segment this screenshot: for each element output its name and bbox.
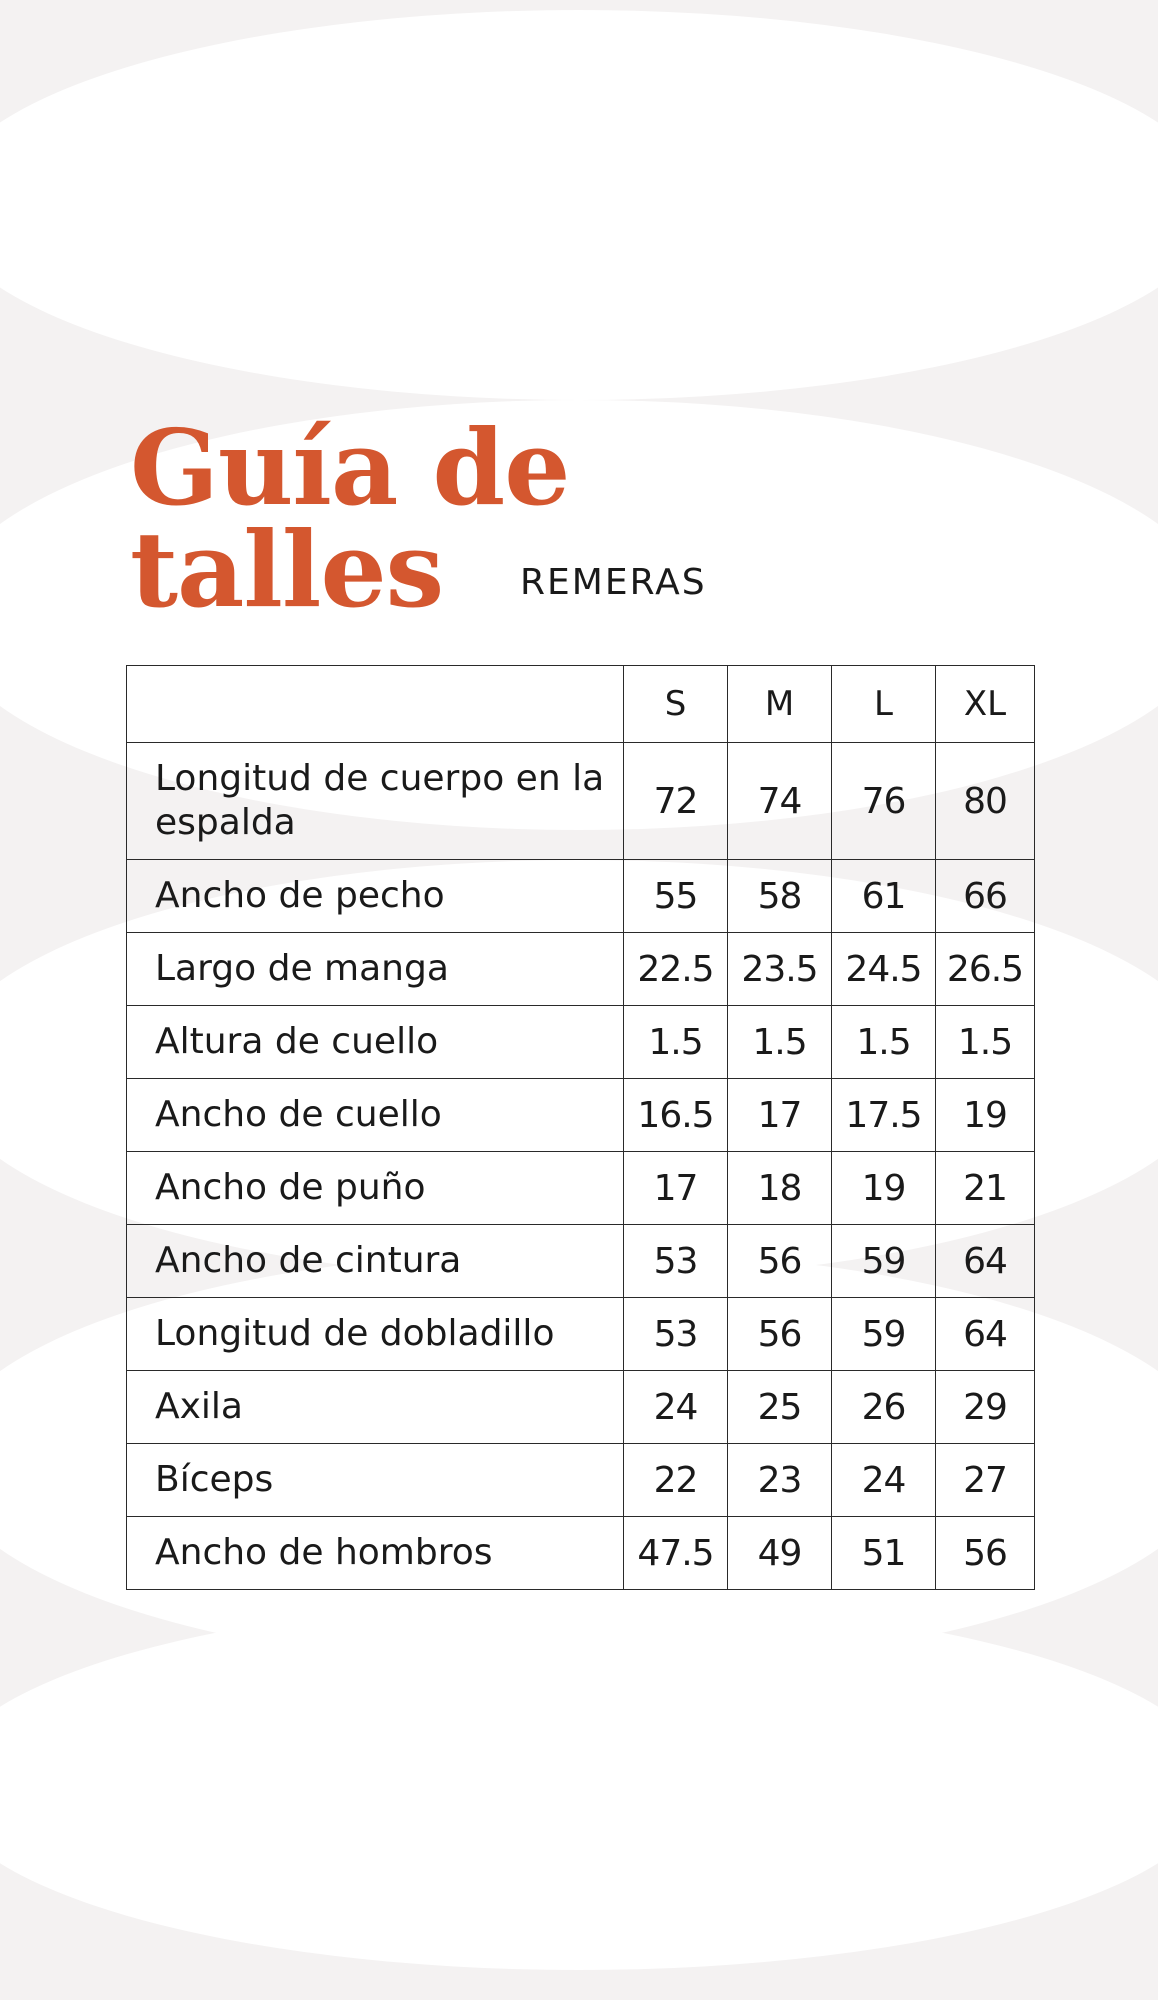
row-value: 80 [936,743,1035,860]
row-label: Largo de manga [127,933,624,1006]
row-label: Bíceps [127,1444,624,1517]
row-value: 53 [624,1225,728,1298]
row-label: Ancho de cuello [127,1079,624,1152]
row-value: 26 [832,1371,936,1444]
table-row [127,860,1035,933]
row-value: 56 [936,1517,1035,1590]
subtitle: REMERAS [520,562,707,603]
row-label: Ancho de puño [127,1152,624,1225]
row-label: Ancho de cintura [127,1225,624,1298]
row-value: 24 [624,1371,728,1444]
row-label: Longitud de cuerpo en la espalda [127,743,624,860]
title-line-2: talles [130,508,444,631]
row-value: 1.5 [728,1006,832,1079]
row-value: 25 [728,1371,832,1444]
row-value: 49 [728,1517,832,1590]
table-header-row [127,666,1035,743]
row-value: 59 [832,1225,936,1298]
table-row [127,1444,1035,1517]
row-value: 51 [832,1517,936,1590]
size-table [126,665,1035,1590]
row-value: 23 [728,1444,832,1517]
table-row [127,1371,1035,1444]
header-size: M [728,666,832,743]
row-value: 16.5 [624,1079,728,1152]
header-size: S [624,666,728,743]
row-value: 59 [832,1298,936,1371]
row-value: 24.5 [832,933,936,1006]
row-value: 21 [936,1152,1035,1225]
row-value: 74 [728,743,832,860]
table-row [127,1225,1035,1298]
row-value: 1.5 [832,1006,936,1079]
row-value: 53 [624,1298,728,1371]
row-value: 1.5 [624,1006,728,1079]
header-size: L [832,666,936,743]
row-value: 72 [624,743,728,860]
row-value: 56 [728,1298,832,1371]
row-label: Ancho de hombros [127,1517,624,1590]
row-value: 58 [728,860,832,933]
page-title [130,406,830,631]
row-value: 66 [936,860,1035,933]
row-value: 56 [728,1225,832,1298]
row-value: 17 [624,1152,728,1225]
header-empty-cell [127,666,624,743]
row-value: 18 [728,1152,832,1225]
row-value: 1.5 [936,1006,1035,1079]
table-row [127,933,1035,1006]
row-label: Longitud de dobladillo [127,1298,624,1371]
row-value: 17.5 [832,1079,936,1152]
row-value: 23.5 [728,933,832,1006]
row-value: 22 [624,1444,728,1517]
row-value: 64 [936,1298,1035,1371]
row-value: 55 [624,860,728,933]
title-line-1: Guía de [130,406,570,529]
row-label: Axila [127,1371,624,1444]
row-value: 26.5 [936,933,1035,1006]
row-value: 19 [936,1079,1035,1152]
row-label: Ancho de pecho [127,860,624,933]
table-row [127,1152,1035,1225]
table-row [127,1517,1035,1590]
row-value: 19 [832,1152,936,1225]
row-value: 47.5 [624,1517,728,1590]
row-value: 64 [936,1225,1035,1298]
row-value: 61 [832,860,936,933]
row-value: 24 [832,1444,936,1517]
table-row [127,1079,1035,1152]
header-size: XL [936,666,1035,743]
row-value: 22.5 [624,933,728,1006]
table-row [127,1006,1035,1079]
row-value: 29 [936,1371,1035,1444]
row-value: 27 [936,1444,1035,1517]
row-label: Altura de cuello [127,1006,624,1079]
row-value: 76 [832,743,936,860]
table-row [127,743,1035,860]
background-shape [0,1600,1158,1970]
background-shape [0,10,1158,400]
row-value: 17 [728,1079,832,1152]
table-row [127,1298,1035,1371]
